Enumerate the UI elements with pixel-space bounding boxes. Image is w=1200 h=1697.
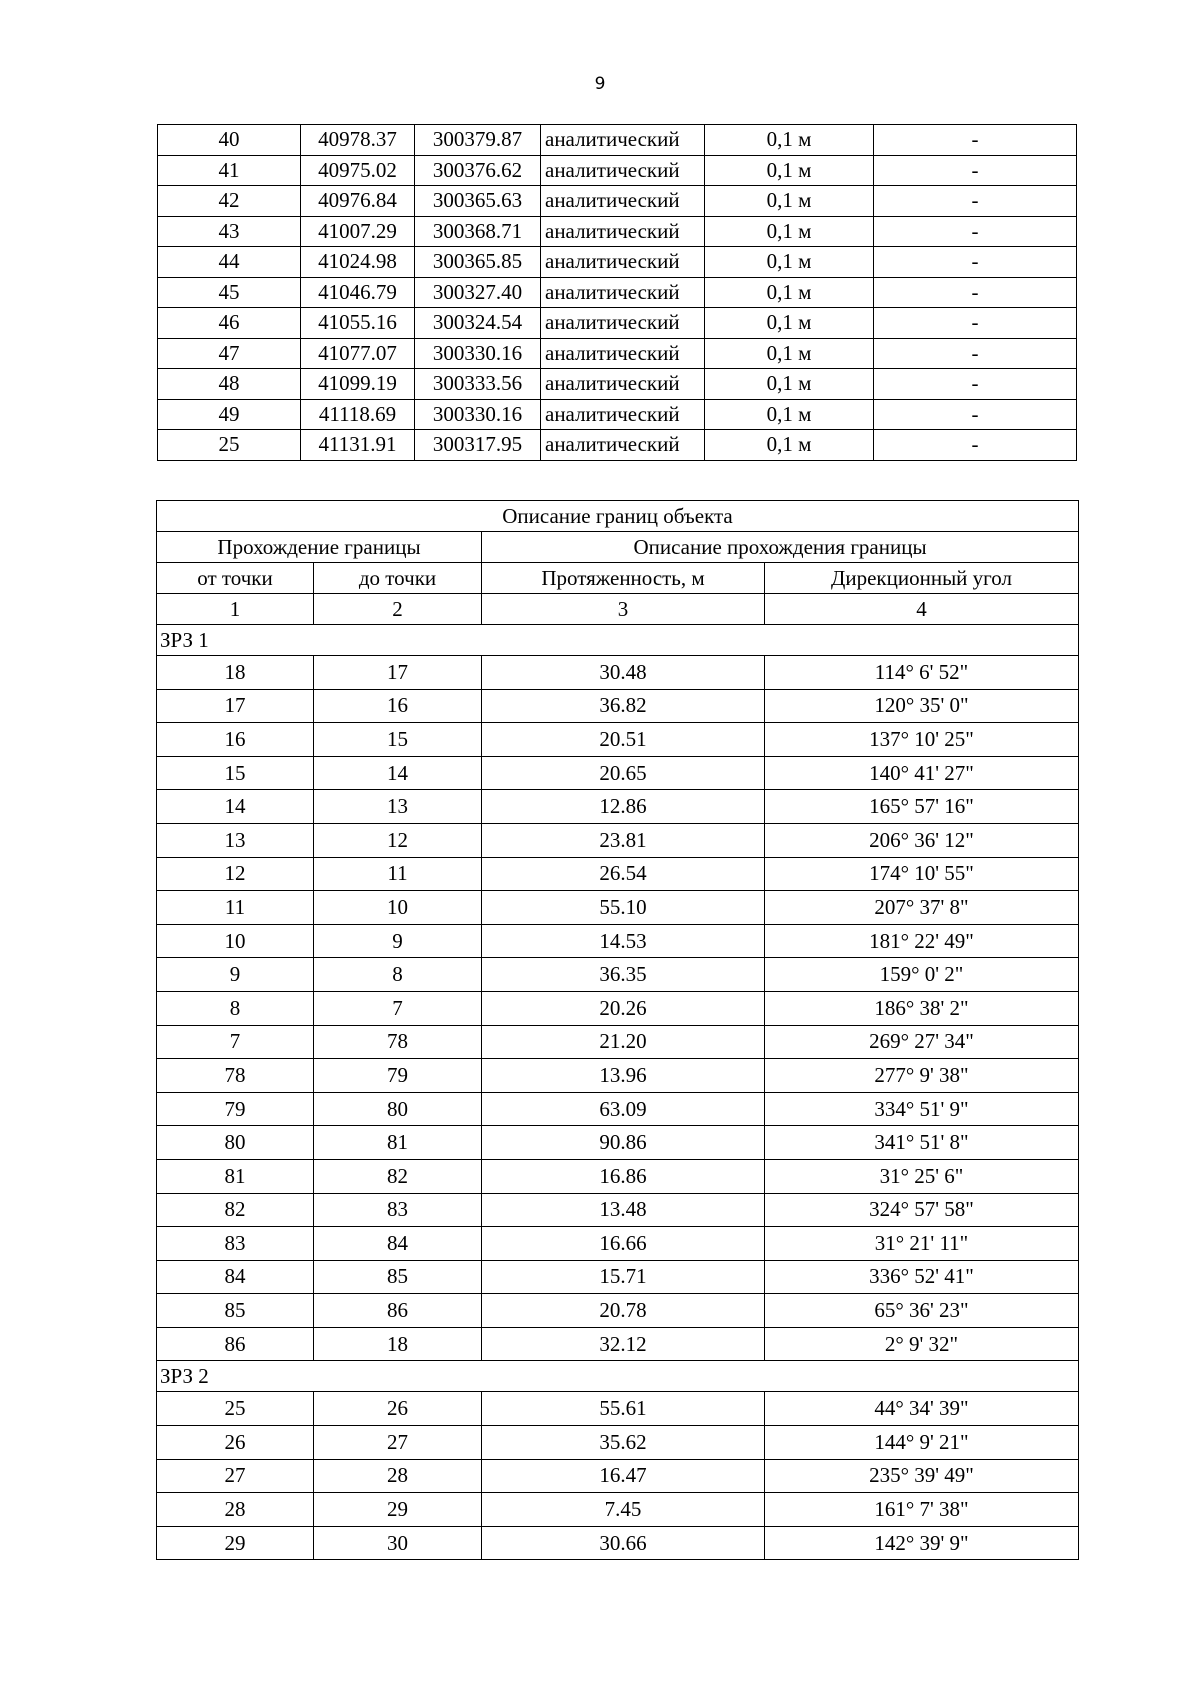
from-point-cell: 28 (157, 1493, 314, 1527)
table-row (157, 1092, 1079, 1126)
from-point-cell: 12 (157, 857, 314, 891)
table-row (157, 1294, 1079, 1328)
x-coordinate-cell: 41024.98 (301, 247, 415, 278)
x-coordinate-cell: 40976.84 (301, 186, 415, 217)
table-row (157, 924, 1079, 958)
accuracy-cell: 0,1 м (705, 399, 874, 430)
to-point-cell: 81 (314, 1126, 482, 1160)
to-point-cell: 79 (314, 1059, 482, 1093)
to-point-cell: 13 (314, 790, 482, 824)
from-point-cell: 29 (157, 1526, 314, 1560)
table-row (158, 216, 1077, 247)
from-point-cell: 79 (157, 1092, 314, 1126)
zone-name: ЗРЗ 1 (157, 625, 1079, 656)
table-row (157, 1193, 1079, 1227)
direction-angle-cell: 165° 57' 16" (765, 790, 1079, 824)
description-cell: - (874, 155, 1077, 186)
direction-angle-cell: 159° 0' 2" (765, 958, 1079, 992)
point-number-cell: 45 (158, 277, 301, 308)
x-coordinate-cell: 41055.16 (301, 308, 415, 339)
from-point-cell: 26 (157, 1426, 314, 1460)
table-row (158, 338, 1077, 369)
to-point-cell: 8 (314, 958, 482, 992)
table-row (157, 756, 1079, 790)
y-coordinate-cell: 300365.63 (415, 186, 541, 217)
length-cell: 55.61 (482, 1392, 765, 1426)
length-cell: 63.09 (482, 1092, 765, 1126)
x-coordinate-cell: 40978.37 (301, 125, 415, 156)
method-cell: аналитический (541, 308, 705, 339)
angle-header: Дирекционный угол (765, 563, 1079, 594)
method-cell: аналитический (541, 430, 705, 461)
from-point-cell: 16 (157, 723, 314, 757)
table-row (157, 1059, 1079, 1093)
table-row (157, 689, 1079, 723)
to-point-cell: 85 (314, 1260, 482, 1294)
from-point-cell: 85 (157, 1294, 314, 1328)
description-cell: - (874, 338, 1077, 369)
direction-angle-cell: 206° 36' 12" (765, 823, 1079, 857)
table-row (157, 1493, 1079, 1527)
from-point-cell: 81 (157, 1159, 314, 1193)
zone-header-row (157, 1361, 1079, 1392)
length-cell: 20.78 (482, 1294, 765, 1328)
to-point-cell: 29 (314, 1493, 482, 1527)
table-row (157, 790, 1079, 824)
accuracy-cell: 0,1 м (705, 277, 874, 308)
accuracy-cell: 0,1 м (705, 247, 874, 278)
from-point-cell: 25 (157, 1392, 314, 1426)
column-number: 1 (157, 594, 314, 625)
from-point-cell: 78 (157, 1059, 314, 1093)
point-number-cell: 42 (158, 186, 301, 217)
point-number-cell: 43 (158, 216, 301, 247)
y-coordinate-cell: 300327.40 (415, 277, 541, 308)
length-header: Протяженность, м (482, 563, 765, 594)
x-coordinate-cell: 40975.02 (301, 155, 415, 186)
description-cell: - (874, 125, 1077, 156)
y-coordinate-cell: 300368.71 (415, 216, 541, 247)
table-row (158, 277, 1077, 308)
method-cell: аналитический (541, 369, 705, 400)
x-coordinate-cell: 41077.07 (301, 338, 415, 369)
zone-header-row (157, 625, 1079, 656)
length-cell: 7.45 (482, 1493, 765, 1527)
from-point-cell: 82 (157, 1193, 314, 1227)
coordinates-table (157, 124, 1077, 461)
direction-angle-cell: 341° 51' 8" (765, 1126, 1079, 1160)
y-coordinate-cell: 300376.62 (415, 155, 541, 186)
direction-angle-cell: 336° 52' 41" (765, 1260, 1079, 1294)
from-point-cell: 14 (157, 790, 314, 824)
direction-angle-cell: 186° 38' 2" (765, 991, 1079, 1025)
accuracy-cell: 0,1 м (705, 308, 874, 339)
table-row (158, 186, 1077, 217)
length-cell: 36.35 (482, 958, 765, 992)
point-number-cell: 41 (158, 155, 301, 186)
table-row (157, 1025, 1079, 1059)
column-number-row (157, 594, 1079, 625)
y-coordinate-cell: 300317.95 (415, 430, 541, 461)
point-number-cell: 47 (158, 338, 301, 369)
to-point-cell: 10 (314, 891, 482, 925)
to-point-cell: 84 (314, 1227, 482, 1261)
from-point-cell: 10 (157, 924, 314, 958)
to-point-cell: 30 (314, 1526, 482, 1560)
table-row (157, 1260, 1079, 1294)
length-cell: 14.53 (482, 924, 765, 958)
accuracy-cell: 0,1 м (705, 338, 874, 369)
table-row (157, 1426, 1079, 1460)
length-cell: 23.81 (482, 823, 765, 857)
to-point-cell: 78 (314, 1025, 482, 1059)
table-row (157, 958, 1079, 992)
table-row (157, 1327, 1079, 1361)
point-number-cell: 40 (158, 125, 301, 156)
from-point-cell: 9 (157, 958, 314, 992)
zone-name: ЗРЗ 2 (157, 1361, 1079, 1392)
table-row (157, 1126, 1079, 1160)
to-point-cell: 18 (314, 1327, 482, 1361)
description-cell: - (874, 247, 1077, 278)
direction-angle-cell: 137° 10' 25" (765, 723, 1079, 757)
description-cell: - (874, 369, 1077, 400)
direction-angle-cell: 31° 21' 11" (765, 1227, 1079, 1261)
length-cell: 20.65 (482, 756, 765, 790)
direction-angle-cell: 31° 25' 6" (765, 1159, 1079, 1193)
description-cell: - (874, 277, 1077, 308)
table-row (158, 247, 1077, 278)
length-cell: 20.26 (482, 991, 765, 1025)
to-point-cell: 86 (314, 1294, 482, 1328)
y-coordinate-cell: 300333.56 (415, 369, 541, 400)
column-number: 2 (314, 594, 482, 625)
x-coordinate-cell: 41118.69 (301, 399, 415, 430)
table-row (157, 1159, 1079, 1193)
length-cell: 36.82 (482, 689, 765, 723)
direction-angle-cell: 142° 39' 9" (765, 1526, 1079, 1560)
method-cell: аналитический (541, 216, 705, 247)
length-cell: 15.71 (482, 1260, 765, 1294)
description-cell: - (874, 186, 1077, 217)
direction-angle-cell: 334° 51' 9" (765, 1092, 1079, 1126)
length-cell: 16.66 (482, 1227, 765, 1261)
table-row (157, 991, 1079, 1025)
accuracy-cell: 0,1 м (705, 186, 874, 217)
length-cell: 20.51 (482, 723, 765, 757)
y-coordinate-cell: 300330.16 (415, 338, 541, 369)
length-cell: 35.62 (482, 1426, 765, 1460)
x-coordinate-cell: 41099.19 (301, 369, 415, 400)
direction-angle-cell: 44° 34' 39" (765, 1392, 1079, 1426)
direction-angle-cell: 181° 22' 49" (765, 924, 1079, 958)
from-point-cell: 83 (157, 1227, 314, 1261)
y-coordinate-cell: 300365.85 (415, 247, 541, 278)
direction-angle-cell: 114° 6' 52" (765, 656, 1079, 690)
table-row (157, 823, 1079, 857)
direction-angle-cell: 324° 57' 58" (765, 1193, 1079, 1227)
direction-angle-cell: 269° 27' 34" (765, 1025, 1079, 1059)
point-number-cell: 48 (158, 369, 301, 400)
from-point-header: от точки (157, 563, 314, 594)
direction-angle-cell: 174° 10' 55" (765, 857, 1079, 891)
to-point-cell: 82 (314, 1159, 482, 1193)
from-point-cell: 8 (157, 991, 314, 1025)
direction-angle-cell: 65° 36' 23" (765, 1294, 1079, 1328)
from-point-cell: 80 (157, 1126, 314, 1160)
length-cell: 30.48 (482, 656, 765, 690)
direction-angle-cell: 140° 41' 27" (765, 756, 1079, 790)
accuracy-cell: 0,1 м (705, 155, 874, 186)
y-coordinate-cell: 300379.87 (415, 125, 541, 156)
method-cell: аналитический (541, 247, 705, 278)
table-row (157, 891, 1079, 925)
table-row (157, 1526, 1079, 1560)
passage-group-header: Прохождение границы (157, 532, 482, 563)
table-row (157, 857, 1079, 891)
to-point-cell: 9 (314, 924, 482, 958)
length-cell: 32.12 (482, 1327, 765, 1361)
x-coordinate-cell: 41131.91 (301, 430, 415, 461)
from-point-cell: 86 (157, 1327, 314, 1361)
to-point-cell: 12 (314, 823, 482, 857)
point-number-cell: 44 (158, 247, 301, 278)
method-cell: аналитический (541, 125, 705, 156)
table-row (158, 430, 1077, 461)
table-row (157, 1227, 1079, 1261)
to-point-cell: 11 (314, 857, 482, 891)
method-cell: аналитический (541, 155, 705, 186)
x-coordinate-cell: 41046.79 (301, 277, 415, 308)
table-row (157, 1459, 1079, 1493)
to-point-cell: 83 (314, 1193, 482, 1227)
table-row (157, 656, 1079, 690)
table-row (158, 369, 1077, 400)
length-cell: 13.48 (482, 1193, 765, 1227)
column-number: 4 (765, 594, 1079, 625)
accuracy-cell: 0,1 м (705, 125, 874, 156)
table-row (158, 308, 1077, 339)
column-header-row (157, 563, 1079, 594)
y-coordinate-cell: 300324.54 (415, 308, 541, 339)
point-number-cell: 46 (158, 308, 301, 339)
y-coordinate-cell: 300330.16 (415, 399, 541, 430)
length-cell: 30.66 (482, 1526, 765, 1560)
length-cell: 13.96 (482, 1059, 765, 1093)
table-title: Описание границ объекта (157, 501, 1079, 532)
accuracy-cell: 0,1 м (705, 369, 874, 400)
length-cell: 21.20 (482, 1025, 765, 1059)
page-number: 9 (594, 74, 606, 94)
description-group-header: Описание прохождения границы (482, 532, 1079, 563)
to-point-cell: 27 (314, 1426, 482, 1460)
length-cell: 12.86 (482, 790, 765, 824)
boundary-description-table (156, 500, 1079, 1560)
method-cell: аналитический (541, 277, 705, 308)
table-row (158, 125, 1077, 156)
x-coordinate-cell: 41007.29 (301, 216, 415, 247)
column-number: 3 (482, 594, 765, 625)
table-row (158, 155, 1077, 186)
length-cell: 90.86 (482, 1126, 765, 1160)
length-cell: 16.47 (482, 1459, 765, 1493)
to-point-cell: 26 (314, 1392, 482, 1426)
to-point-cell: 15 (314, 723, 482, 757)
description-cell: - (874, 430, 1077, 461)
to-point-cell: 16 (314, 689, 482, 723)
to-point-cell: 28 (314, 1459, 482, 1493)
to-point-cell: 7 (314, 991, 482, 1025)
from-point-cell: 15 (157, 756, 314, 790)
table-title-row (157, 501, 1079, 532)
accuracy-cell: 0,1 м (705, 430, 874, 461)
from-point-cell: 13 (157, 823, 314, 857)
length-cell: 26.54 (482, 857, 765, 891)
from-point-cell: 84 (157, 1260, 314, 1294)
method-cell: аналитический (541, 399, 705, 430)
description-cell: - (874, 399, 1077, 430)
accuracy-cell: 0,1 м (705, 216, 874, 247)
from-point-cell: 11 (157, 891, 314, 925)
length-cell: 16.86 (482, 1159, 765, 1193)
to-point-header: до точки (314, 563, 482, 594)
table-row (158, 399, 1077, 430)
group-header-row (157, 532, 1079, 563)
method-cell: аналитический (541, 186, 705, 217)
to-point-cell: 14 (314, 756, 482, 790)
point-number-cell: 49 (158, 399, 301, 430)
length-cell: 55.10 (482, 891, 765, 925)
direction-angle-cell: 120° 35' 0" (765, 689, 1079, 723)
from-point-cell: 7 (157, 1025, 314, 1059)
direction-angle-cell: 235° 39' 49" (765, 1459, 1079, 1493)
to-point-cell: 17 (314, 656, 482, 690)
from-point-cell: 27 (157, 1459, 314, 1493)
table-row (157, 723, 1079, 757)
method-cell: аналитический (541, 338, 705, 369)
table-row (157, 1392, 1079, 1426)
direction-angle-cell: 207° 37' 8" (765, 891, 1079, 925)
from-point-cell: 18 (157, 656, 314, 690)
description-cell: - (874, 216, 1077, 247)
direction-angle-cell: 277° 9' 38" (765, 1059, 1079, 1093)
direction-angle-cell: 144° 9' 21" (765, 1426, 1079, 1460)
description-cell: - (874, 308, 1077, 339)
direction-angle-cell: 161° 7' 38" (765, 1493, 1079, 1527)
from-point-cell: 17 (157, 689, 314, 723)
direction-angle-cell: 2° 9' 32" (765, 1327, 1079, 1361)
point-number-cell: 25 (158, 430, 301, 461)
to-point-cell: 80 (314, 1092, 482, 1126)
